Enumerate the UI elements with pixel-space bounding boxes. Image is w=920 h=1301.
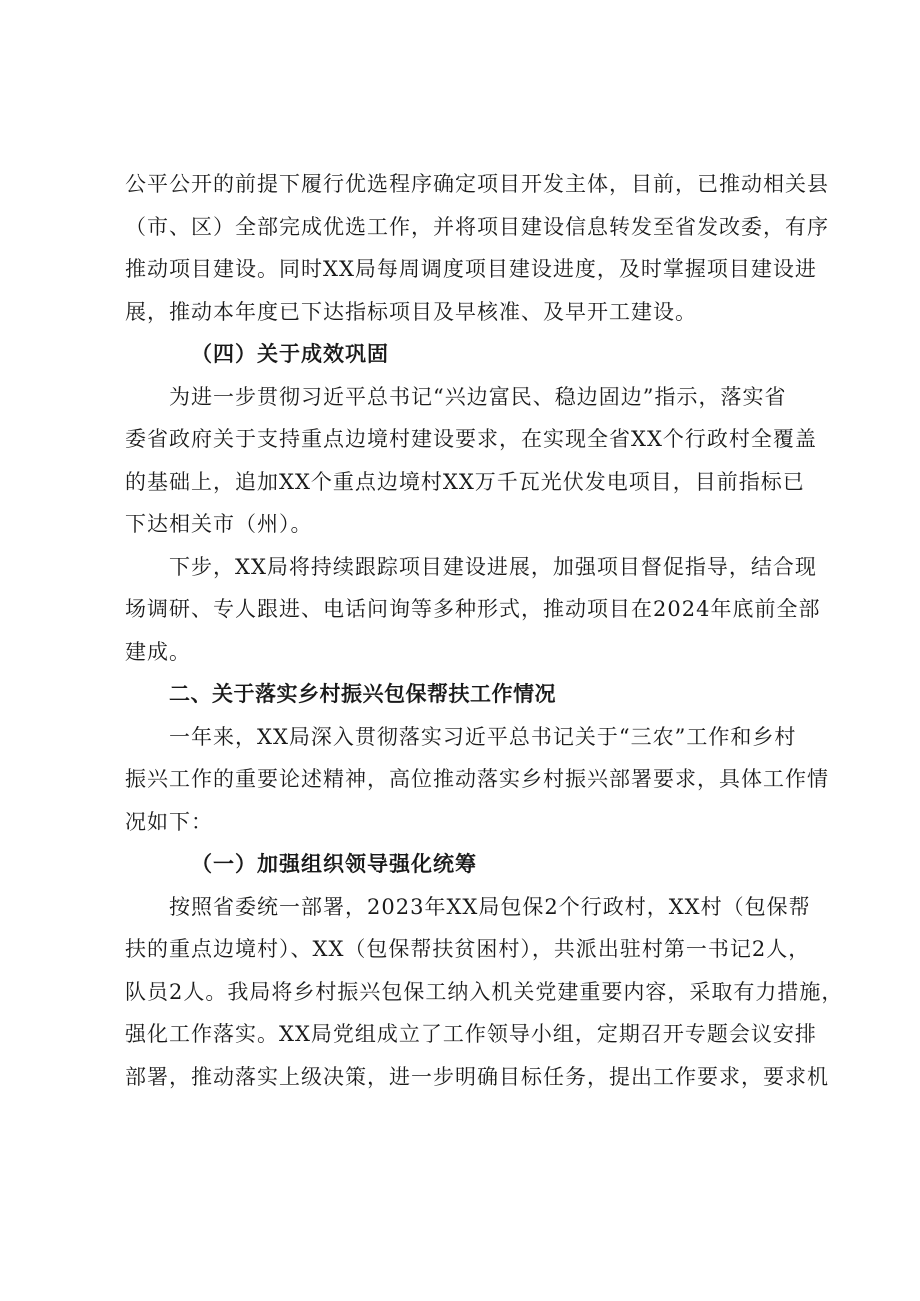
section-heading-rural-revitalization: 二、关于落实乡村振兴包保帮扶工作情况 (169, 682, 556, 706)
text-line: 部署，推动落实上级决策，进一步明确目标任务，提出工作要求，要求机 (125, 1064, 829, 1089)
text-line: 振兴工作的重要论述精神，高位推动落实乡村振兴部署要求，具体工作情 (125, 767, 829, 791)
text-line: 下步，XX局将持续跟踪项目建设进展，加强项目督促指导，结合现 (169, 554, 817, 579)
text-line: 展，推动本年度已下达指标项目及早核准、及早开工建设。 (125, 299, 697, 324)
text-line: 况如下： (125, 809, 213, 834)
paragraph-deployment (125, 886, 844, 1099)
text-line: 委省政府关于支持重点边境村建设要求，在实现全省XX个行政村全覆盖 (125, 427, 817, 451)
text-line: 队员2人。我局将乡村振兴包保工纳入机关党建重要内容，采取有力措施， (125, 979, 844, 1004)
text-line: 场调研、专人跟进、电话问询等多种形式，推动项目在2024年底前全部 (125, 597, 821, 621)
text-line: 公平公开的前提下履行优选程序确定项目开发主体，目前，已推动相关县 (125, 172, 829, 196)
text-line: 建成。 (125, 639, 191, 664)
text-line: 扶的重点边境村）、XX（包保帮扶贫困村），共派出驻村第一书记2人， (125, 937, 811, 961)
paragraph-border-villages (125, 376, 815, 546)
heading-results-consolidation: （四）关于成效巩固 (191, 341, 389, 366)
text-line: 的基础上，追加XX个重点边境村XX万千瓦光伏发电项目，目前指标已 (125, 469, 805, 494)
text-line: 下达相关市（州）。 (125, 512, 313, 536)
text-line: 推动项目建设。同时XX局每周调度项目建设进度，及时掌握项目建设进 (125, 257, 817, 281)
document-body (125, 163, 844, 1098)
text-line: 一年来，XX局深入贯彻落实习近平总书记关于“三农”工作和乡村 (169, 724, 797, 749)
paragraph-overview (125, 716, 829, 844)
text-line: 强化工作落实。XX局党组成立了工作领导小组，定期召开专题会议安排 (125, 1022, 817, 1046)
paragraph-project-selection (125, 163, 829, 333)
text-line: 按照省委统一部署，2023年XX局包保2个行政村，XX村（包保帮 (169, 894, 811, 919)
text-line: 为进一步贯彻习近平总书记“兴边富民、稳边固边”指示，落实省 (169, 384, 787, 409)
paragraph-next-steps (125, 546, 821, 674)
text-line: （市、区）全部完成优选工作，并将项目建设信息转发至省发改委，有序 (125, 214, 829, 239)
heading-organization-leadership: （一）加强组织领导强化统筹 (191, 851, 477, 876)
